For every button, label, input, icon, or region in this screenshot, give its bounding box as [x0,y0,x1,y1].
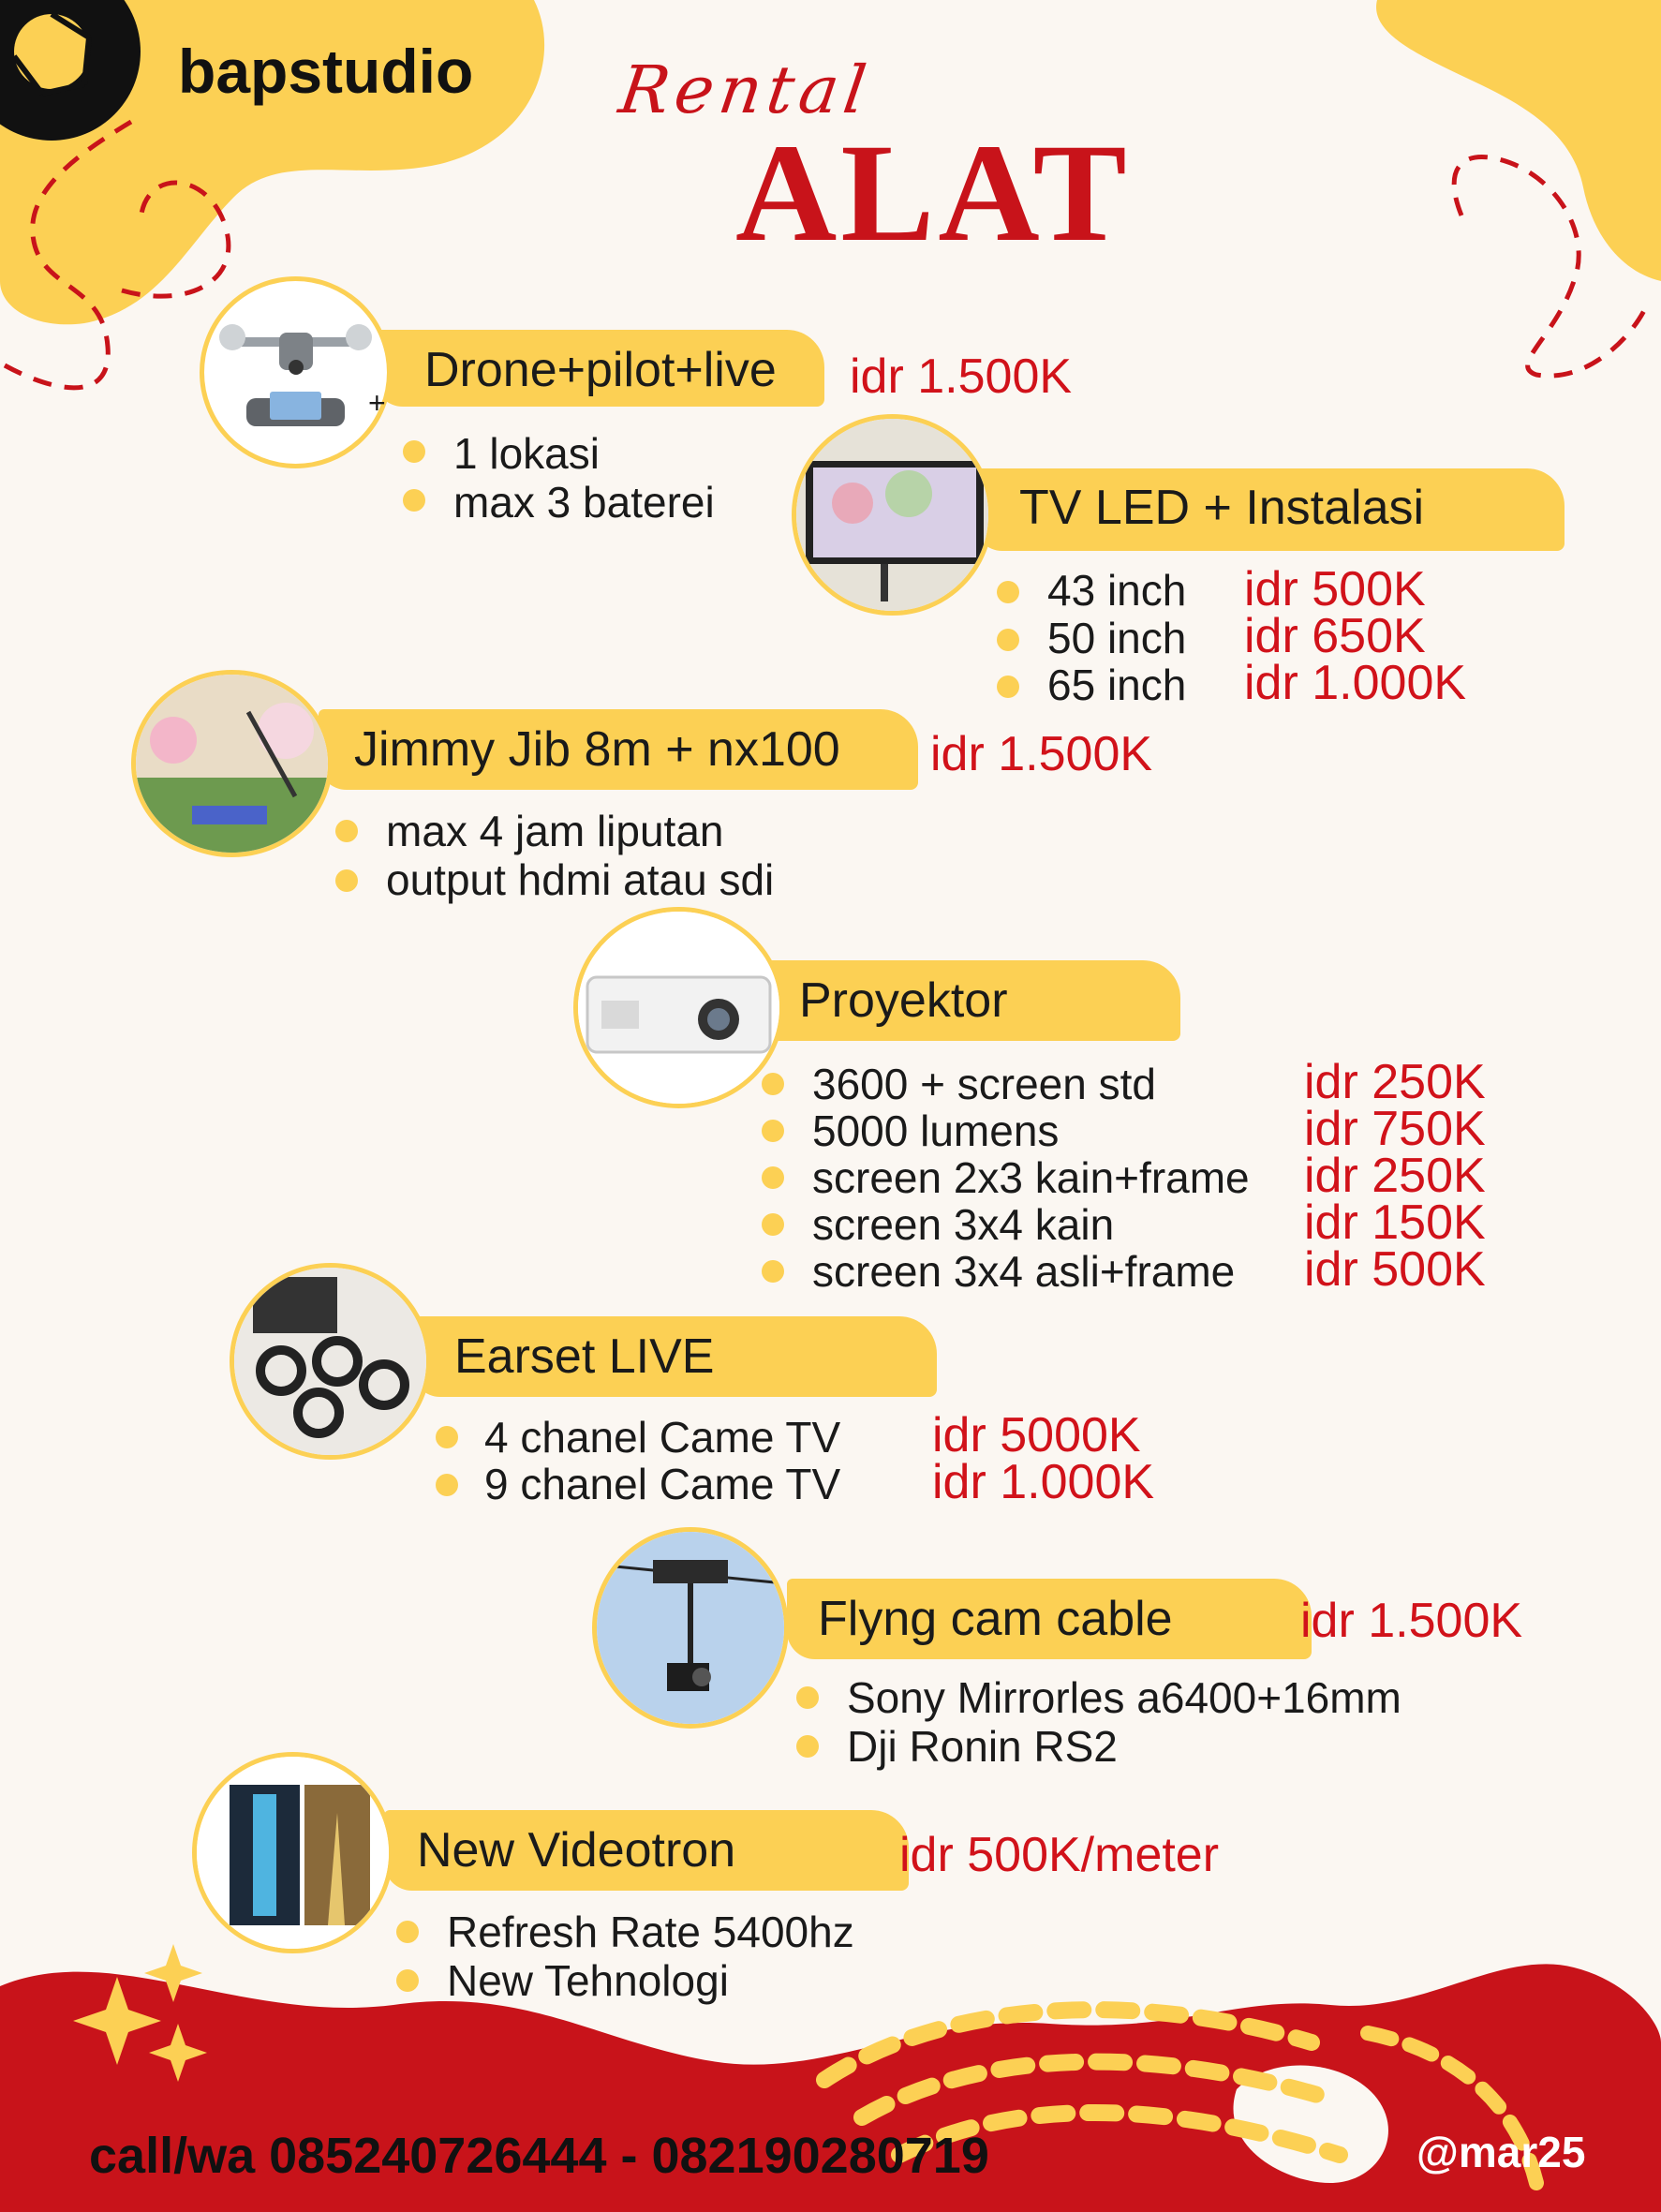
videotron-item: Refresh Rate 5400hz [447,1908,854,1956]
jib-item: max 4 jam liputan [386,807,724,855]
jib-price: idr 1.500K [930,727,1153,781]
bullet [436,1426,458,1448]
bullet [396,1921,419,1943]
bullet [796,1735,819,1758]
bullet [396,1969,419,1992]
videotron-item: New Tehnologi [447,1956,729,2005]
tv-title: TV LED + Instalasi [1019,481,1425,535]
flycam-image [592,1527,789,1729]
brand-name: bapstudio [178,37,474,106]
header-main-title: ALAT [735,115,1131,271]
tv-item: 43 inch [1047,566,1187,615]
bullet [997,581,1019,603]
drone-item: max 3 baterei [453,478,715,527]
bullet [762,1120,784,1142]
bullet [762,1073,784,1095]
social-handle: @mar25 [1416,2128,1586,2176]
jib-title: Jimmy Jib 8m + nx100 [354,722,840,777]
earset-image [230,1263,431,1460]
bullet [796,1686,819,1709]
earset-item: 9 chanel Came TV [484,1460,841,1508]
projector-item-price: idr 150K [1304,1195,1486,1250]
earset-item-price: idr 5000K [932,1408,1141,1462]
earset-title: Earset LIVE [454,1329,715,1384]
videotron-image [192,1752,393,1953]
projector-item: 5000 lumens [812,1106,1060,1155]
flycam-item: Sony Mirrorles a6400+16mm [847,1673,1401,1722]
tv-item: 65 inch [1047,661,1187,709]
projector-image [573,907,784,1108]
contact-info: call/wa 085240726444 - 082190280719 [89,2128,989,2184]
bullet [335,820,358,842]
aperture-logo-icon [0,0,145,145]
drone-item: 1 lokasi [453,429,600,478]
projector-item-price: idr 250K [1304,1055,1486,1109]
jib-item: output hdmi atau sdi [386,855,775,904]
projector-item: screen 3x4 kain [812,1200,1115,1249]
bullet [762,1213,784,1236]
drone-price: idr 1.500K [850,349,1073,404]
projector-item-price: idr 750K [1304,1102,1486,1156]
projector-item-price: idr 250K [1304,1149,1486,1203]
bullet [403,489,425,512]
videotron-price: idr 500K/meter [899,1828,1220,1882]
projector-item-price: idr 500K [1304,1242,1486,1297]
bullet [403,440,425,463]
tv-item-price: idr 1.000K [1244,656,1467,710]
flycam-title: Flyng cam cable [818,1592,1173,1646]
flycam-price: idr 1.500K [1300,1594,1523,1648]
earset-item-price: idr 1.000K [932,1455,1155,1509]
bullet [997,675,1019,698]
earset-item: 4 chanel Came TV [484,1413,841,1462]
bullet [436,1474,458,1496]
videotron-title: New Videotron [417,1823,736,1878]
drone-image [200,276,392,468]
projector-item: 3600 + screen std [812,1060,1156,1108]
bullet [335,869,358,892]
header-script-title: Rental [615,52,877,128]
projector-item: screen 3x4 asli+frame [812,1247,1236,1296]
jib-image [131,670,333,857]
drone-title: Drone+pilot+live [424,343,777,397]
tv-image [792,414,993,616]
bullet [997,629,1019,651]
tv-item-price: idr 500K [1244,562,1426,616]
tv-item-price: idr 650K [1244,609,1426,663]
bullet [762,1166,784,1189]
bullet [762,1260,784,1283]
flycam-item: Dji Ronin RS2 [847,1722,1118,1771]
drone-plus-sign: + [368,386,386,420]
tv-item: 50 inch [1047,614,1187,662]
projector-item: screen 2x3 kain+frame [812,1153,1250,1202]
projector-title: Proyektor [799,973,1008,1028]
